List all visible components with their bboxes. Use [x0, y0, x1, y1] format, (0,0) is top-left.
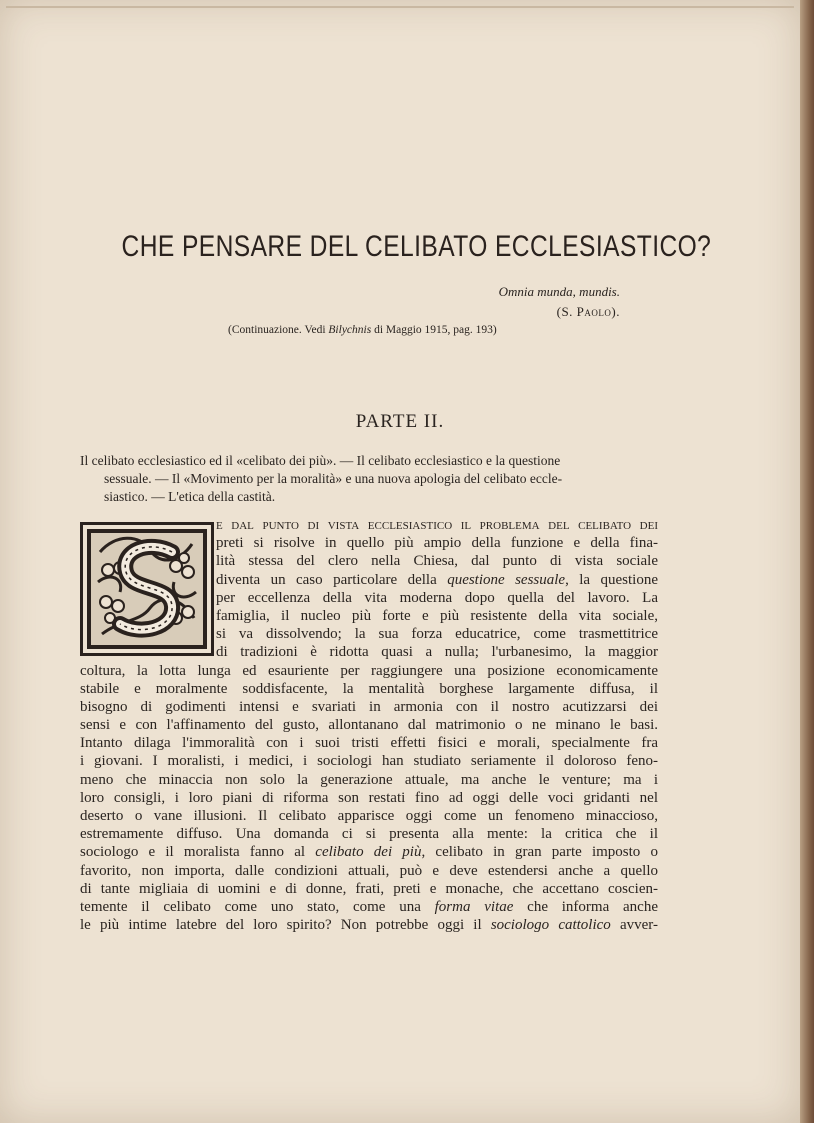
body-line: favorito, non importa, dalle condizioni attuali, può e deve estendersi anche a quello [80, 862, 658, 879]
epigraph-source: (S. Paolo). [556, 304, 620, 319]
body-line: preti si risolve in quello più ampio della funzione e della fina- [216, 535, 658, 552]
epigraph-quote: Omnia munda, mundis. [498, 284, 620, 299]
continuation-journal: Bilychnis [328, 324, 372, 336]
epigraph [499, 282, 620, 322]
body-line: loro consigli, i loro piani di riforma son restati fino ad oggi delle voci gridanti nel [80, 789, 658, 806]
article-title: CHE PENSARE DEL CELIBATO ECCLESIASTICO? [121, 230, 712, 263]
body-line: sensi e con l'affinamento del gusto, allontanano dal matrimonio o ne minano le basi. [80, 717, 658, 734]
summary-line: siastico. — L'etica della castità. [104, 489, 276, 504]
body-line: di tradizioni è ridotta quasi a nulla; l'urbanesimo, la maggior [216, 644, 658, 661]
page-edge [800, 0, 814, 1123]
top-rule [6, 6, 794, 8]
body-line: per eccellenza della vita moderna dopo quella del lavoro. La [216, 589, 658, 606]
body-line: di tante migliaia di uomini e di donne, frati, preti e monache, che accettano coscien- [80, 880, 658, 897]
body-line: bisogno di godimenti intensi e svariati in armonia con il nostro acutizzarsi dei [80, 698, 658, 715]
body-line: sociologo e il moralista fanno al celibato dei più, celibato in gran parte imposto o [80, 844, 658, 861]
body-line: i giovani. I moralisti, i medici, i sociologi han studiato seriamente il doloroso feno- [80, 753, 658, 770]
body-line: coltura, la lotta lunga ed esauriente per raggiungere una posizione economicamente [80, 662, 658, 679]
body-line: temente il celibato come uno stato, come una forma vitae che informa anche [80, 898, 658, 915]
body-line: famiglia, il nucleo più forte e più resistente della vita sociale, [216, 607, 658, 624]
body-line: diventa un caso particolare della questione sessuale, la questione [216, 571, 658, 588]
body-text [80, 516, 658, 934]
body-line: Intanto dilaga l'immoralità con i suoi tristi effetti fisici e morali, specialmente fra [80, 735, 658, 752]
section-summary [80, 452, 660, 506]
continuation-suffix: di Maggio 1915, pag. 193) [371, 324, 497, 336]
summary-line: Il celibato ecclesiastico ed il «celibato dei più». — Il celibato ecclesiastico e la questione [80, 453, 561, 468]
body-line: si va dissolvendo; la sua forza educatrice, come trasmettitrice [216, 626, 658, 643]
body-line: meno che minaccia non solo la generazione attuale, ma anche le venture; ma i [80, 771, 658, 788]
body-line: lità stessa del clero nella Chiesa, dal punto di vista sociale [216, 553, 658, 570]
body-line: estremamente diffuso. Una domanda ci si presenta alla mente: la critica che il [80, 826, 658, 843]
body-line: le più intime latebre del loro spirito? Non potrebbe oggi il sociologo cattolico avver- [80, 917, 658, 934]
body-line: e dal punto di vista ecclesiastico il problema del celibato dei [216, 517, 658, 533]
continuation-note [228, 324, 497, 336]
body-line: stabile e moralmente soddisfacente, la mentalità borghese largamente diffusa, il [80, 680, 658, 697]
summary-line: sessuale. — Il «Movimento per la moralità» e una nuova apologia del celibato eccle- [104, 471, 563, 486]
part-heading: PARTE II. [355, 411, 445, 432]
continuation-prefix: (Continuazione. Vedi [228, 324, 329, 336]
body-line: deserto o vane illusioni. Il celibato apparisce oggi come un fenomeno minaccioso, [80, 808, 658, 824]
